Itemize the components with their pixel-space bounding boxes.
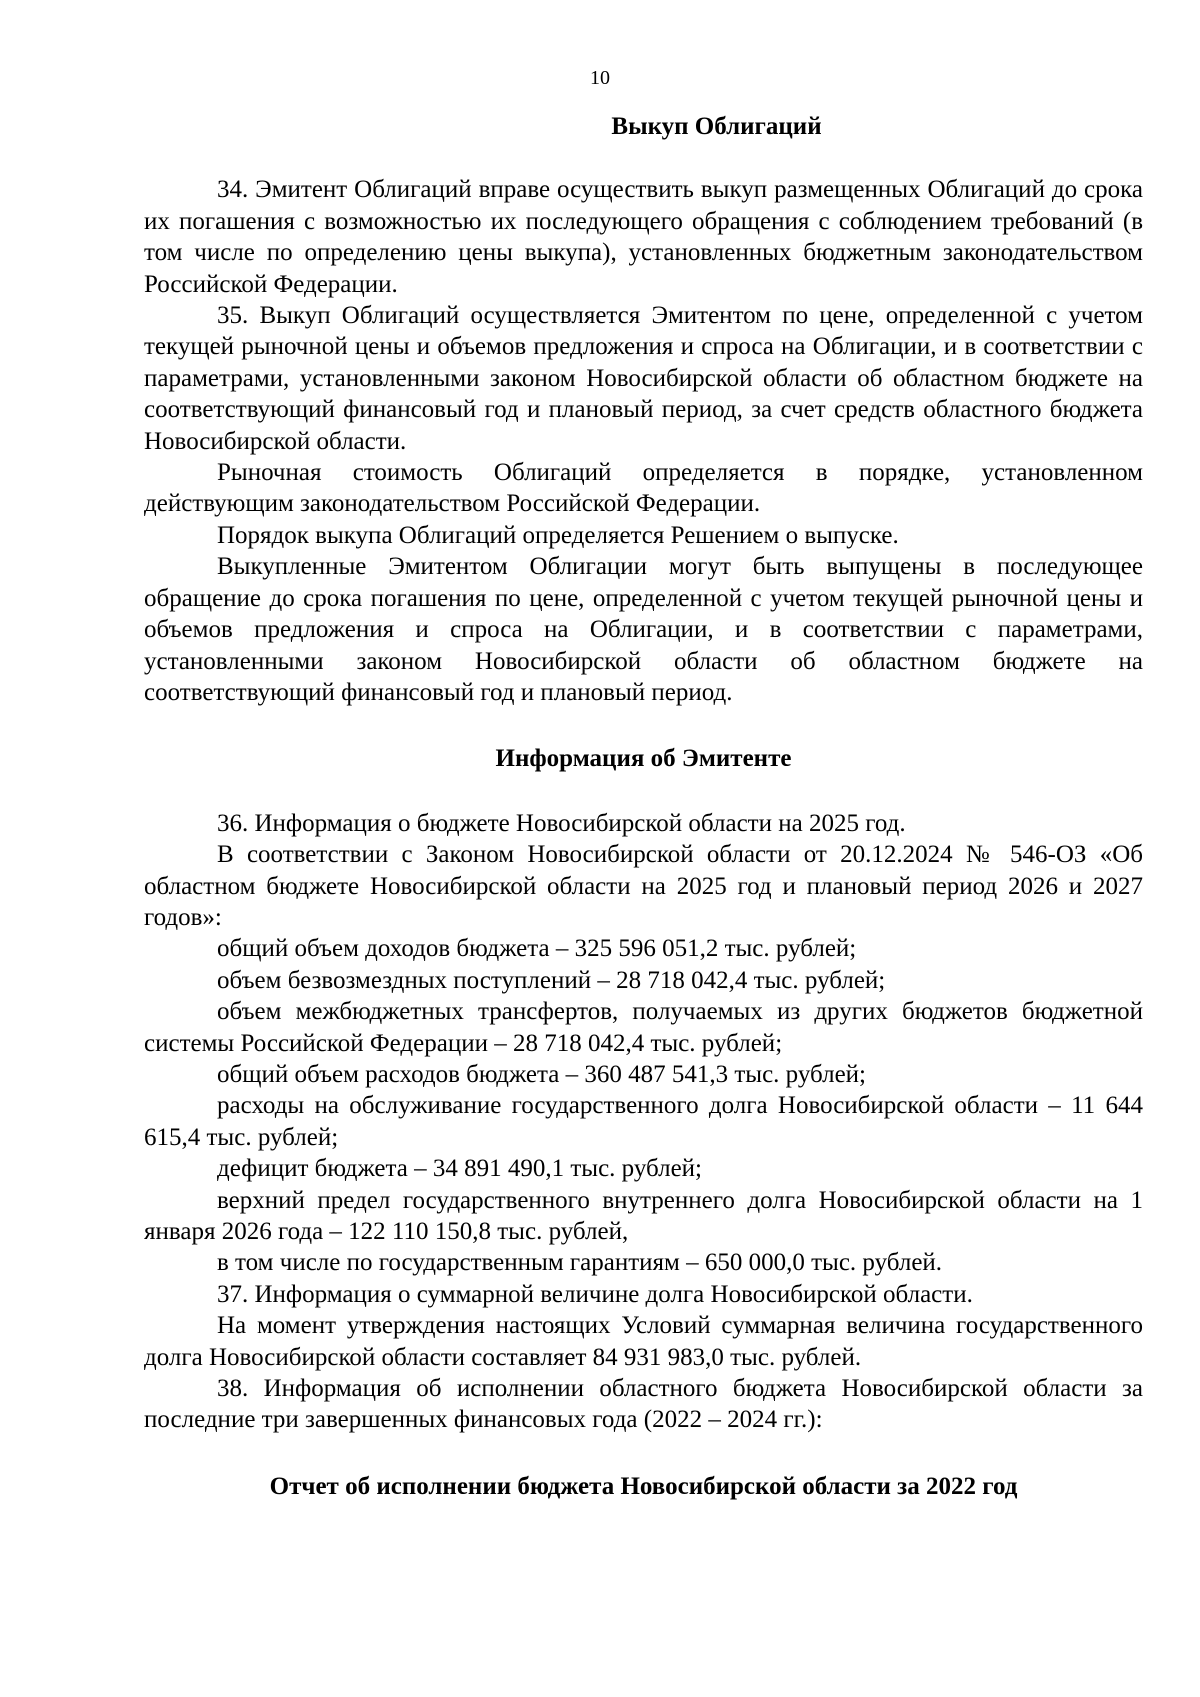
paragraph: Рыночная стоимость Облигаций определяется в порядке, установленном действующим законодательством Российской Федерации. [144,459,1143,518]
page-number: 10 [590,67,610,89]
paragraph: общий объем расходов бюджета – 360 487 541,3 тыс. рублей; [217,1060,866,1088]
section-title-report: Отчет об исполнении бюджета Новосибирской области за 2022 год [269,1472,1018,1500]
paragraph: Выкупленные Эмитентом Облигации могут быть выпущены в последующее обращение до срока погашения по цене, определенной с учетом текущей рыночной цены и объемов предложения и спроса на Облигации, и в соответствии с параметрами, установленными законом Новосибирской области об областном бюджете на соответствующий финансовый год и плановый период. [144,553,1143,706]
paragraph: общий объем доходов бюджета – 325 596 051,2 тыс. рублей; [217,935,857,963]
paragraph: В соответствии с Законом Новосибирской области от 20.12.2024 № 546-ОЗ «Об областном бюджете Новосибирской области на 2025 год и плановый период 2026 и 2027 годов»: [144,841,1143,931]
section-title-buyback: Выкуп Облигаций [611,113,822,140]
paragraph: в том числе по государственным гарантиям – 650 000,0 тыс. рублей. [217,1249,943,1277]
paragraph: верхний предел государственного внутреннего долга Новосибирской области на 1 января 2026 года – 122 110 150,8 тыс. рублей, [144,1186,1143,1245]
paragraph: 34. Эмитент Облигаций вправе осуществить выкуп размещенных Облигаций до срока их погашения с возможностью их последующего обращения с соблюдением требований (в том числе по определению цены выкупа), установленных бюджетным законодательством Российской Федерации. [144,176,1143,298]
buyback-section [144,174,1143,708]
paragraph: 37. Информация о суммарной величине долга Новосибирской области. [217,1280,973,1308]
paragraph: объем межбюджетных трансфертов, получаемых из других бюджетов бюджетной системы Российской Федерации – 28 718 042,4 тыс. рублей; [144,998,1143,1057]
paragraph: 36. Информация о бюджете Новосибирской области на 2025 год. [217,809,906,837]
paragraph: 38. Информация об исполнении областного бюджета Новосибирской области за последние три завершенных финансовых года (2022 – 2024 гг.): [144,1375,1143,1434]
document-body [144,111,1143,1502]
paragraph: расходы на обслуживание государственного долга Новосибирской области – 11 644 615,4 тыс. рублей; [144,1092,1143,1151]
paragraph: объем безвозмездных поступлений – 28 718 042,4 тыс. рублей; [217,966,886,994]
paragraph: На момент утверждения настоящих Условий суммарная величина государственного долга Новосибирской области составляет 84 931 983,0 тыс. рублей. [144,1312,1143,1371]
section-title-issuer: Информация об Эмитенте [495,745,792,773]
paragraph: Порядок выкупа Облигаций определяется Решением о выпуске. [217,521,899,549]
issuer-section [144,808,1143,1436]
paragraph: 35. Выкуп Облигаций осуществляется Эмитентом по цене, определенной с учетом текущей рыночной цены и объемов предложения и спроса на Облигации, и в соответствии с параметрами, установленными законом Новосибирской области об областном бюджете на соответствующий финансовый год и плановый период, за счет средств областного бюджета Новосибирской области. [144,302,1143,455]
paragraph: дефицит бюджета – 34 891 490,1 тыс. рублей; [217,1155,702,1183]
